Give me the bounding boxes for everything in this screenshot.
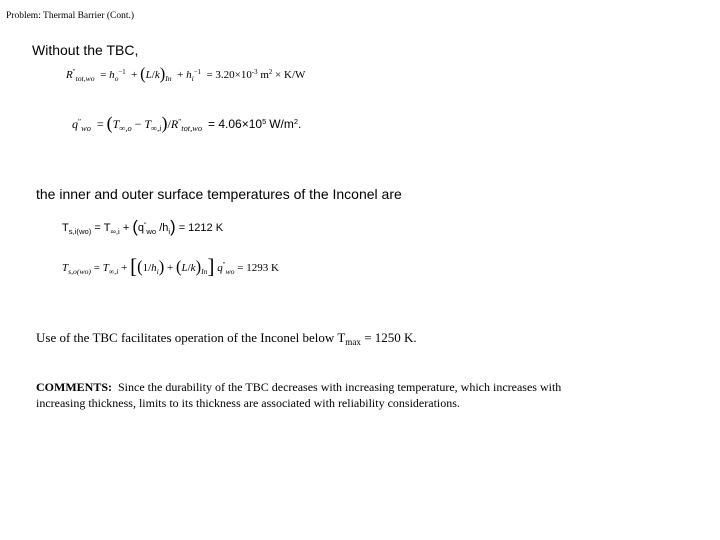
r-tot-unit: m [260,69,269,81]
equation-heat-flux: $q''_{wo} = (T_{\infty,o} - T_{\infty,i})/R''_{tot,wo} = 4.06\times 10^5$ $W/m^2$. [72,112,302,133]
without-tbc-heading: Without the TBC, [32,42,139,58]
slide-title: Problem: Thermal Barrier (Cont.) [6,11,135,21]
equation-r-tot: $R''_{tot,wo} = h_o^{-1} + (L/k)_{In} + h_i^{-1} = 3.20\times 10^{-3}$ $m^2 \times K/W$ [66,63,306,83]
q-unit: W/m [269,117,294,131]
conclusion-value: = 1250 K. [364,330,417,345]
q-value: = 4.06×10 [208,117,263,131]
equation-outer-surface-temp: $T_{s,o(wo)} = T_{\infty,i} + [(1/h_i) + (L/k)_{In}] q''_{wo} = 1293$ K [62,254,279,279]
conclusion-line [36,330,417,346]
equation-inner-surface-temp: $T_{s,i(wo)} = T_{\infty,i} + (q''_{wo}$ $/h_i) = 1212$ K [62,217,224,236]
temperatures-intro: the inner and outer surface temperatures of the Inconel are [36,186,402,202]
r-tot-value: = 3.20×10 [206,69,252,81]
comments-paragraph [36,379,606,411]
ts-i-value: = 1212 K [178,222,224,234]
conclusion-subscript: max [345,337,361,348]
ts-o-value: = 1293 K [237,262,279,274]
r-tot-exponent: -3 [251,69,258,77]
r-tot-unit-tail: × K/W [275,69,306,81]
conclusion-text: Use of the TBC facilitates operation of the Inconel below T [36,330,346,345]
comments-text: Since the durability of the TBC decreases with increasing temperature, which increases with increasing thickness, limits to its thickness are associated with reliability considerations. [36,380,562,410]
q-exponent: 5 [262,116,267,126]
comments-label: COMMENTS: [36,380,112,394]
